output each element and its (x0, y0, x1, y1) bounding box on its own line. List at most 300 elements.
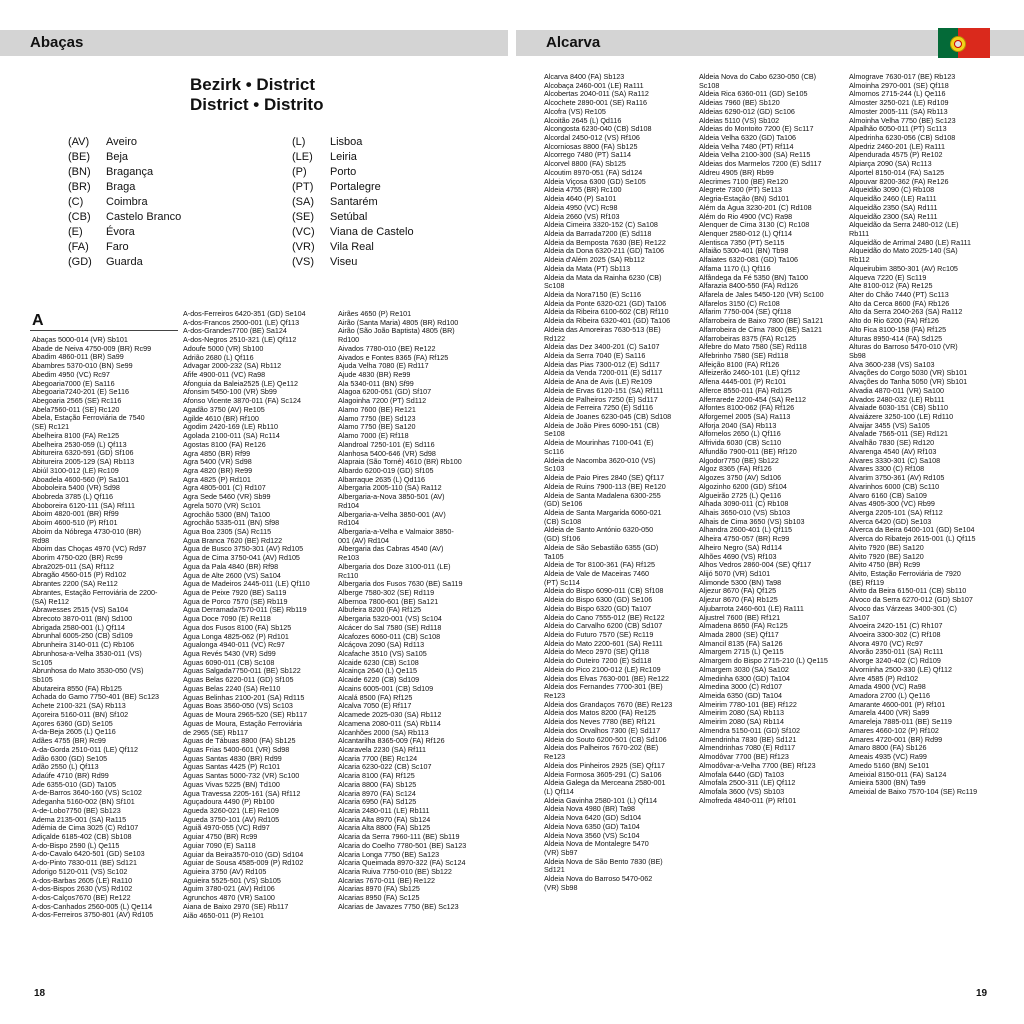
index-entry: Aljubarrota 2460-601 (LE) Ra111 (699, 604, 804, 613)
index-entry: Aldeia Formosa 3605-291 (C) Sa106 (544, 770, 662, 779)
index-entry: Alcarias 8950 (FA) Sc125 (338, 894, 420, 903)
index-entry: Rd100 (338, 336, 360, 345)
index-entry: Aldeia 4755 (BR) Rc100 (544, 186, 622, 195)
index-entry: Água de Madeiros 2445-011 (LE) Qf110 (183, 580, 310, 589)
district-code: (BR) (68, 181, 91, 193)
index-entry: Aguim 3780-021 (AV) Rd106 (183, 885, 275, 894)
index-entry: (GD) Se106 (544, 500, 583, 509)
index-entry: Aldeia da Nora7150 (E) Sc116 (544, 290, 641, 299)
index-entry: (SE) Rc121 (32, 423, 70, 432)
index-entry: A-dos-Canhados 2560-005 (L) Qe114 (32, 902, 153, 911)
index-entry: Agra 5400 (VR) Sd98 (183, 458, 252, 467)
index-entry: Alto Fica 8100-158 (FA) Rf125 (849, 325, 947, 334)
index-entry: Agualonga 4940-011 (VC) Rc97 (183, 641, 285, 650)
index-entry: Algodor7750 (BE) Sb122 (699, 456, 779, 465)
index-entry: Alegria-Estação (BN) Sd101 (699, 195, 790, 204)
index-entry: Aldeia da Ribeira 6100-602 (CB) Rf110 (544, 308, 669, 317)
index-entry: Alcaria 8800 (FA) Sb125 (338, 780, 417, 789)
index-entry: Alfarazia 8400-550 (FA) Rd126 (699, 282, 799, 291)
district-code: (L) (292, 136, 306, 148)
district-code: (P) (292, 166, 307, 178)
district-name: Faro (106, 241, 129, 253)
index-entry: Almeida 6350 (GD) Ta104 (699, 692, 782, 701)
district-row (292, 255, 414, 270)
index-entry: Abadim 4860-011 (BR) Sa99 (32, 353, 124, 362)
index-entry: Rd104 (338, 519, 360, 528)
district-code: (LE) (292, 151, 313, 163)
index-entry: Alto da Cerca 8600 (FA) Rb126 (849, 299, 950, 308)
index-entry: Abade de Neiva 4750-009 (BR) Rc99 (32, 344, 152, 353)
index-entry: Aldeia da Mata da Rainha 6230 (CB) (544, 273, 662, 282)
index-entry: (CB) Sc108 (544, 517, 582, 526)
district-name: Lisboa (330, 136, 363, 148)
index-entry: Sc108 (699, 81, 720, 90)
index-entry: Aldeia Nova 3560 (VS) Sc104 (544, 831, 640, 840)
index-entry: Albergaria 5320-001 (VS) Sc104 (338, 615, 442, 624)
index-entry: Águeda 3750-101 (AV) Rd105 (183, 815, 280, 824)
index-entry: Aldeia de João Pires 6090-151 (CB) (544, 421, 660, 430)
index-entry: Alcamede 2025-030 (SA) Rb112 (338, 711, 442, 720)
index-entry: Alverca do Ribatejo 2615-001 (L) Qf115 (849, 535, 976, 544)
page-number-right: 19 (976, 988, 988, 999)
index-entry: Aldeias do Montoito 7200 (E) Sc117 (699, 125, 814, 134)
index-entry: Água Derramada7570-011 (SE) Rb119 (183, 606, 307, 615)
index-entry: Águas Santas 4830 (BR) Rd99 (183, 754, 282, 763)
index-entry: Alvorão 2350-011 (SA) Rc111 (849, 648, 944, 657)
index-entry: Amedo 5160 (BN) Se101 (849, 761, 930, 770)
running-head-left: Abaças (30, 34, 84, 51)
index-entry: Almargem 3030 (SA) Sa102 (699, 665, 789, 674)
index-entry: Águas Santas 4425 (P) Rc101 (183, 763, 281, 772)
index-entry: Abrunheira 3140-011 (C) Rb106 (32, 641, 135, 650)
index-entry: Água de Busco 3750-301 (AV) Rd105 (183, 545, 304, 554)
district-code: (BE) (68, 151, 90, 163)
index-entry: Aguiã 4970-055 (VC) Rd97 (183, 824, 270, 833)
index-entry: Albergaria-a-Velha e Valmaior 3850- (338, 527, 454, 536)
index-entry: Alimonde 5300 (BN) Ta98 (699, 578, 782, 587)
index-entry: Alfontes 8100-062 (FA) Rf126 (699, 404, 795, 413)
index-entry: Aboim 4820-001 (BR) Rf99 (32, 510, 119, 519)
index-entry: Re103 (338, 554, 360, 563)
index-entry: Almendrinhas 7080 (E) Rd117 (699, 744, 796, 753)
index-entry: Alcaria Queimada 8970-322 (FA) Sc124 (338, 859, 466, 868)
index-entry: Alenquer de Cima 3130 (C) Rc108 (699, 221, 810, 230)
index-entry: Alcantarilha 8365-009 (FA) Rf126 (338, 737, 445, 746)
index-entry: Água Travessa 2205-161 (SA) Rf112 (183, 789, 301, 798)
index-entry: Alpouvar 8200-362 (FA) Re126 (849, 177, 949, 186)
index-entry: Alte 8100-012 (FA) Re125 (849, 282, 933, 291)
index-entry: Alferrarede 2200-454 (SA) Re112 (699, 395, 806, 404)
index-entry: Alandroal 7250-101 (E) Sd116 (338, 440, 435, 449)
district-code: (BN) (68, 166, 91, 178)
index-entry: A-do-Bispo 2590 (L) Qe115 (32, 841, 120, 850)
index-entry: Algozinho 6200 (GD) Sf104 (699, 482, 787, 491)
index-column (32, 336, 177, 920)
index-entry: Afonguia da Baleia2525 (LE) Qe112 (183, 379, 298, 388)
index-entry: Águas Frias 5400-601 (VR) Sd98 (183, 745, 290, 754)
index-entry: Alpiarça 2090 (SA) Rc113 (849, 160, 932, 169)
index-entry: Aldeia de Vale de Maceiras 7460 (544, 569, 649, 578)
index-entry: Aldeia do Meco 2970 (SE) Qf118 (544, 648, 649, 657)
index-entry: Abegoaria7240-201 (E) Se116 (32, 388, 129, 397)
index-entry: Ameais 4935 (VC) Ra99 (849, 753, 927, 762)
index-entry: Alfarela de Jales 5450-120 (VR) Sc100 (699, 290, 824, 299)
index-entry: Águas de Moura 2965-520 (SE) Rb117 (183, 711, 308, 720)
index-entry: Amaro 8800 (FA) Sb126 (849, 744, 927, 753)
index-entry: Açores 6360 (GD) Se105 (32, 719, 113, 728)
index-entry: Alcalva 7050 (E) Rf117 (338, 702, 412, 711)
district-legend-title (190, 75, 323, 115)
index-entry: Aguiar 4750 (BR) Rc99 (183, 833, 258, 842)
index-entry: Alcarva 8400 (FA) Sb123 (544, 73, 625, 81)
index-entry: Alvaijar 3455 (VS) Sa105 (849, 421, 930, 430)
district-title-line: District • Distrito (190, 95, 324, 114)
index-entry: Aldeia da Mata (PT) Sb113 (544, 264, 631, 273)
index-entry: Abela, Estação Ferroviária de 7540 (32, 414, 145, 423)
district-row (292, 165, 414, 180)
running-head-right: Alcarva (546, 34, 601, 51)
index-entry: Aborim 4750-020 (BR) Rc99 (32, 553, 123, 562)
index-entry: Alvoco da Serra 6270-012 (GD) Sb107 (849, 596, 973, 605)
district-code: (CB) (68, 211, 91, 223)
index-entry: Rd122 (544, 334, 566, 343)
index-entry: Alvas 4905-300 (VC) Rb99 (849, 500, 935, 509)
index-entry: Almargem do Bispo 2715-210 (L) Qe115 (699, 657, 828, 666)
index-entry: Alfaião 5300-401 (BN) Tb98 (699, 247, 789, 256)
index-entry: Aldeia Nova de São Bento 7830 (BE) (544, 857, 663, 866)
index-entry: Aldeia Nova do Cabo 6230-050 (CB) (699, 73, 817, 81)
index-entry: Aldeia dos Grandaços 7670 (BE) Re123 (544, 700, 673, 709)
index-entry: Alcaria do Coelho 7780-501 (BE) Sa123 (338, 841, 467, 850)
index-entry: Aldeia Nova do Barroso 5470-062 (544, 875, 653, 884)
district-row (68, 165, 181, 180)
district-code: (VR) (292, 241, 315, 253)
index-column (183, 310, 333, 920)
index-entry: Alcarias 8970 (FA) Sb125 (338, 885, 420, 894)
index-entry: Aldeia Cimeira 3320-152 (C) Sa108 (544, 221, 658, 230)
district-row (292, 150, 414, 165)
index-entry: Alcobertas 2040-011 (SA) Ra112 (544, 90, 649, 99)
index-entry: Agolada 2100-011 (SA) Rc114 (183, 432, 280, 441)
index-entry: Afonsim 5450-100 (VR) Sb99 (183, 388, 277, 397)
index-entry: Aldeia 4950 (VC) Rc98 (544, 203, 618, 212)
index-entry: Alverga 2205-101 (SA) Rf112 (849, 508, 943, 517)
index-entry: Alvito da Beira 6150-011 (CB) Sb110 (849, 587, 967, 596)
index-entry: Abobreda 3785 (L) Qf116 (32, 492, 113, 501)
index-entry: A-dos-Ferreiros 6420-351 (GD) Se104 (183, 310, 306, 318)
index-entry: Abutareira 8550 (FA) Rb125 (32, 684, 122, 693)
index-entry: Re123 (544, 753, 566, 762)
index-entry: Alcaria 8970 (FA) Sc124 (338, 789, 416, 798)
index-entry: Agodim 2420-169 (LE) Rb110 (183, 423, 278, 432)
index-entry: Achete 2100-321 (SA) Rb113 (32, 702, 126, 711)
header-band-left (0, 30, 508, 56)
index-entry: Aldeia da Barrada7200 (E) Sd118 (544, 229, 652, 238)
district-name: Évora (106, 226, 135, 238)
index-entry: Sb98 (849, 352, 866, 360)
index-entry: Aldeia Galega da Merceana 2580-001 (544, 779, 666, 788)
index-entry: Adeganha 5160-002 (BN) Sf101 (32, 798, 135, 807)
index-entry: Alverca da Beira 6400-101 (GD) Se104 (849, 526, 975, 535)
district-code: (C) (68, 196, 84, 208)
index-entry: Almoster 3250-021 (LE) Rd109 (849, 99, 949, 108)
index-entry: A-de-Barros 3640-160 (VS) Sc102 (32, 789, 142, 798)
index-entry: Aboim da Nóbrega 4730-010 (BR) (32, 527, 142, 536)
index-entry: Alvalhão 7830 (SE) Rd120 (849, 439, 935, 448)
index-entry: A-de-Lobo7750 (BE) Sb123 (32, 806, 121, 815)
index-entry: Agadão 3750 (AV) Re105 (183, 405, 265, 414)
index-entry: Aivados 7780-010 (BE) Re122 (338, 344, 436, 353)
index-entry: Agilde 4610 (BR) Rf100 (183, 414, 259, 423)
index-entry: Agra Sede 5460 (VR) Sb99 (183, 493, 271, 502)
district-row (292, 135, 414, 150)
index-entry: Alhais 3650-010 (VS) Sb103 (699, 508, 791, 517)
index-entry: Alcaria Ruiva 7750-010 (BE) Sb122 (338, 868, 452, 876)
index-entry: Aldeia de Palheiros 7250 (E) Sd117 (544, 395, 658, 404)
index-entry: Agrochão 5300 (BN) Ta100 (183, 510, 270, 519)
index-entry: Albernoa 7800-601 (BE) Sa121 (338, 597, 439, 606)
index-entry: Aldeia Velha 2100-300 (SA) Re115 (699, 151, 811, 160)
index-entry: Aldeia Nova de Montalegre 5470 (544, 840, 649, 849)
index-entry: Alfarrobeira de Baixo 7800 (BE) Sa121 (699, 317, 824, 326)
index-entry: Águas Belinhas 2100-201 (SA) Rd115 (183, 693, 305, 702)
index-entry: Almeirim 7780-101 (BE) Rf122 (699, 700, 797, 709)
index-entry: Almancil 8135 (FA) Sa126 (699, 639, 783, 648)
index-column (338, 310, 498, 912)
index-entry: Agrunchos 4870 (VR) Sa100 (183, 894, 275, 903)
index-entry: Alcaria 8100 (FA) Rf125 (338, 772, 415, 781)
index-entry: Abela7560-011 (SE) Rc120 (32, 405, 120, 414)
index-entry: Alcoitão 2645 (L) Qd116 (544, 116, 622, 125)
index-entry: Alcaria 6950 (FA) Sd125 (338, 798, 417, 807)
index-entry: Afonso Vicente 3870-011 (FA) Sc124 (183, 397, 302, 406)
index-entry: Albergaria 2005-110 (SA) Ra112 (338, 484, 442, 493)
index-entry: Amareleja 7885-011 (BE) Se119 (849, 718, 952, 727)
index-entry: Alcochete 2890-001 (SE) Ra116 (544, 99, 647, 108)
index-entry: Águas 6090-011 (CB) Sc108 (183, 658, 275, 667)
index-entry: Abambres 5370-010 (BN) Se99 (32, 362, 133, 371)
index-entry: Alcamena 2080-011 (SA) Rb114 (338, 719, 441, 728)
district-name: Viana de Castelo (330, 226, 414, 238)
index-column (699, 73, 847, 805)
index-entry: Alvito 7920 (BE) Sa120 (849, 543, 924, 552)
index-entry: Aldeia 4640 (P) Sa101 (544, 195, 617, 204)
index-entry: Albergaria dos Doze 3100-011 (LE) (338, 562, 451, 571)
index-entry: Alfaiates 6320-081 (GD) Ta106 (699, 256, 798, 265)
index-entry: Amares 4660-102 (P) Rf102 (849, 726, 939, 735)
index-entry: Alcarias 7670-011 (BE) Re122 (338, 876, 435, 885)
index-entry: Alforja 2040 (SA) Rb113 (699, 421, 777, 430)
index-entry: Aldeia de Nacomba 3620-010 (VS) (544, 456, 656, 465)
index-entry: Alcorrego 7480 (PT) Sa114 (544, 151, 631, 160)
index-entry: Alter do Chão 7440 (PT) Sc113 (849, 290, 949, 299)
index-entry: Águas Vivas 5225 (BN) Td100 (183, 780, 280, 789)
index-entry: Abrecoto 3870-011 (BN) Sd100 (32, 615, 133, 623)
district-row (292, 240, 414, 255)
index-entry: Alanhosa 5400-646 (VR) Sd98 (338, 449, 436, 458)
district-name: Coimbra (106, 196, 148, 208)
index-entry: Advagar 2000-232 (SA) Rb112 (183, 362, 282, 371)
index-entry: Aldeia dos Fernandes 7700-301 (BE) (544, 683, 663, 692)
district-name: Aveiro (106, 136, 137, 148)
index-entry: Abegoaria 2565 (SE) Rc116 (32, 397, 122, 406)
index-entry: Alfarelos 3150 (C) Rc108 (699, 299, 780, 308)
index-entry: Achada do Gamo 7750-401 (BE) Sc123 (32, 693, 160, 702)
index-entry: Rb111 (849, 229, 870, 238)
index-entry: Água Revés 5430 (VR) Sd99 (183, 650, 276, 659)
index-entry: 001 (AV) Rd104 (338, 536, 390, 545)
district-name: Castelo Branco (106, 211, 182, 223)
index-entry: Alcaravela 2230 (SA) Rf111 (338, 745, 427, 754)
index-entry: Aldeia do Bispo 6090-011 (CB) Sf108 (544, 587, 664, 596)
index-entry: Aljezur 8670 (FA) Rb125 (699, 596, 778, 605)
index-entry: A-da-Gorda 2510-011 (LE) Qf112 (32, 745, 139, 754)
index-entry: Algueirão 2725 (L) Qe116 (699, 491, 782, 500)
index-entry: Alijó 5070 (VR) Sd101 (699, 569, 771, 578)
index-entry: Aguiar da Beira3570-010 (GD) Sd104 (183, 850, 304, 859)
district-name: Guarda (106, 256, 143, 268)
index-entry: Almedinha 6300 (GD) Ta104 (699, 674, 790, 683)
index-entry: Aljustrel 7600 (BE) Rf121 (699, 613, 781, 622)
index-entry: Rd98 (32, 536, 50, 545)
index-entry: Alamo 7750 (BE) Sa120 (338, 423, 416, 432)
index-entry: Alvarenga 4540 (AV) Rf103 (849, 447, 937, 456)
index-entry: A-dos-Grandes7700 (BE) Sa124 (183, 327, 287, 336)
index-column (544, 73, 694, 893)
index-entry: Se108 (544, 430, 565, 439)
district-row (68, 150, 181, 165)
index-entry: Airão (Santa Maria) 4805 (BR) Rd100 (338, 318, 459, 327)
index-entry: Airão (São João Baptista) 4805 (BR) (338, 327, 455, 336)
index-entry: Alvadia 4870-011 (VR) Sa100 (849, 386, 944, 395)
index-entry: Almograve 7630-017 (BE) Rb123 (849, 73, 956, 81)
index-entry: Alcácer do Sal 7580 (SE) Rd118 (338, 623, 442, 632)
index-entry: Sc103 (544, 465, 565, 474)
index-entry: Re123 (544, 692, 566, 701)
index-entry: Alpedriz 2460-201 (LE) Ra111 (849, 142, 946, 151)
index-entry: Algoz 8365 (FA) Rf126 (699, 465, 772, 474)
index-entry: Aldeia Rica 6360-011 (GD) Se105 (699, 90, 808, 99)
index-entry: Além da Água 3230-201 (C) Rd108 (699, 203, 812, 212)
index-entry: Alpendurada 4575 (P) Re102 (849, 151, 943, 160)
index-entry: Aldeia do Outeiro 7200 (E) Sd118 (544, 657, 652, 666)
index-entry: Ajuda Velha 7080 (E) Rd117 (338, 362, 429, 371)
index-entry: Alvações do Tanha 5050 (VR) Sb101 (849, 378, 968, 387)
index-entry: Aldeia de Santa Madalena 6300-255 (544, 491, 661, 500)
index-entry: Aldeias dos Marmelos 7200 (E) Sd117 (699, 160, 822, 169)
index-entry: Aboim das Choças 4970 (VC) Rd97 (32, 545, 147, 554)
index-entry: Alverca 6420 (GD) Se103 (849, 517, 932, 526)
index-entry: Adémia de Cima 3025 (C) Rd107 (32, 824, 139, 833)
index-entry: Aldeia dos Pinheiros 2925 (SE) Qf117 (544, 761, 665, 770)
index-entry: Alcáçova 2090 (SA) Rd113 (338, 641, 425, 650)
index-entry: Albergaria-a-Nova 3850-501 (AV) (338, 493, 445, 502)
index-entry: Alcoutim 8970-051 (FA) Sd124 (544, 168, 643, 177)
index-entry: Alcafache 3510 (VS) Sa105 (338, 650, 427, 659)
index-entry: Sd121 (544, 866, 565, 875)
index-entry: A-dos-Francos 2500-001 (LE) Qf113 (183, 318, 300, 327)
index-entry: Aldeia de Santo António 6320-050 (544, 526, 654, 535)
index-entry: Alcainça 2640 (L) Qe115 (338, 667, 417, 676)
index-entry: Água de Porco 7570 (SE) Rb119 (183, 597, 288, 606)
index-entry: Alvarim 3750-361 (AV) Rd105 (849, 474, 945, 483)
index-entry: Alfarim 7750-004 (SE) Qf118 (699, 308, 792, 317)
index-entry: Amarante 4600-001 (P) Rf101 (849, 700, 946, 709)
index-entry: Aldeia do Bispo 6320 (GD) Ta107 (544, 604, 651, 613)
district-name: Porto (330, 166, 357, 178)
index-entry: Adiçalde 6185-402 (CB) Sb108 (32, 832, 132, 841)
index-entry: Alfornelos 2650 (L) Qf116 (699, 430, 781, 439)
index-entry: Alvaiade 6030-151 (CB) Sb110 (849, 404, 948, 413)
index-entry: Alcobaça 2460-001 (LE) Ra111 (544, 81, 644, 90)
index-entry: de 2965 (SE) Rb117 (183, 728, 248, 737)
section-letter: A (32, 312, 44, 329)
index-entry: Almendra 5150-011 (GD) Sf102 (699, 726, 800, 735)
index-entry: Alvares 3300 (C) Rf108 (849, 465, 925, 474)
index-entry: Alvre 4585 (P) Rd102 (849, 674, 919, 683)
index-entry: Aldeias 7960 (BE) Sb120 (699, 99, 780, 108)
index-entry: Agra 4820 (BR) Re99 (183, 466, 253, 475)
index-entry: Alfebre do Mato 7580 (SE) Rd118 (699, 343, 807, 352)
index-entry: Abrigada 2580-001 (L) Qf114 (32, 623, 125, 632)
index-entry: Alcaria 6230-022 (CB) Sc107 (338, 763, 432, 772)
index-entry: Adrião 2680 (L) Qf116 (183, 353, 254, 362)
index-entry: Alcorniosas 8800 (FA) Sb125 (544, 142, 638, 151)
index-entry: Aldeia da Ribeira 6320-401 (GD) Ta106 (544, 317, 671, 326)
index-entry: Adaúfe 4710 (BR) Rd99 (32, 771, 109, 780)
index-entry: Abrantes 2200 (SA) Re112 (32, 580, 118, 589)
index-entry: Alfarrobeiras 8375 (FA) Rc125 (699, 334, 797, 343)
district-name: Viseu (330, 256, 358, 268)
index-entry: Água Branca 7620 (BE) Rd122 (183, 536, 283, 545)
index-entry: Alfena 4445-001 (P) Rc101 (699, 378, 787, 387)
index-entry: Alpedrinha 6230-056 (CB) Sd108 (849, 134, 956, 143)
index-entry: Águas de Moura, Estação Ferroviária (183, 719, 303, 728)
index-entry: A-do-Cavalo 6420-501 (GD) Se103 (32, 850, 145, 859)
district-name: Leiria (330, 151, 357, 163)
index-entry: (L) Qf114 (544, 787, 574, 796)
index-entry: A-dos-Calços7670 (BE) Re122 (32, 894, 131, 902)
index-entry: Alvorninha 2500-330 (LE) Qf112 (849, 665, 952, 674)
index-entry: Almoster 2005-111 (SA) Rb113 (849, 107, 948, 116)
index-entry: A-dos-Bispos 2630 (VS) Rd102 (32, 885, 133, 894)
index-entry: Alcaria da Serra 7960-111 (BE) Sb119 (338, 833, 460, 842)
district-row (68, 240, 181, 255)
index-entry: Adão 6300 (GD) Se105 (32, 754, 108, 763)
index-entry: Aldreu 4905 (BR) Rb99 (699, 168, 774, 177)
index-entry: Aldeia de Ferreira 7250 (E) Sd116 (544, 404, 653, 413)
index-entry: Alvares 3330-301 (C) Sa108 (849, 456, 941, 465)
index-entry: Abegoaria7000 (E) Sa116 (32, 379, 115, 388)
index-entry: Ameixial 8150-011 (FA) Sa124 (849, 770, 947, 779)
index-entry: Águas Boas 3560-050 (VS) Sc103 (183, 702, 293, 711)
index-entry: Sb105 (32, 676, 53, 685)
district-name: Portalegre (330, 181, 381, 193)
index-entry: Aldeia Velha 7480 (PT) Rf114 (699, 142, 794, 151)
index-entry: Aldeia Velha 6320 (GD) Ta106 (699, 134, 796, 143)
index-entry: Agrochão 5335-011 (BN) Sf98 (183, 519, 280, 528)
index-entry: Aldeia Nova 4980 (BR) Ta98 (544, 805, 635, 814)
index-entry: Alto do Rio 6200 (FA) Rf126 (849, 317, 939, 326)
index-entry: Alfândega da Fé 5350 (BN) Ta100 (699, 273, 808, 282)
district-code: (AV) (68, 136, 90, 148)
index-entry: Água Longa 4825-062 (P) Rd101 (183, 632, 289, 641)
index-entry: Águas Belas 6220-011 (GD) Sf105 (183, 676, 294, 685)
district-row (292, 180, 414, 195)
index-entry: Abitureira 2005-129 (SA) Rb113 (32, 458, 135, 467)
index-entry: Alcafozes 6060-011 (CB) Sc108 (338, 632, 441, 641)
index-entry: Sc116 (544, 447, 564, 456)
